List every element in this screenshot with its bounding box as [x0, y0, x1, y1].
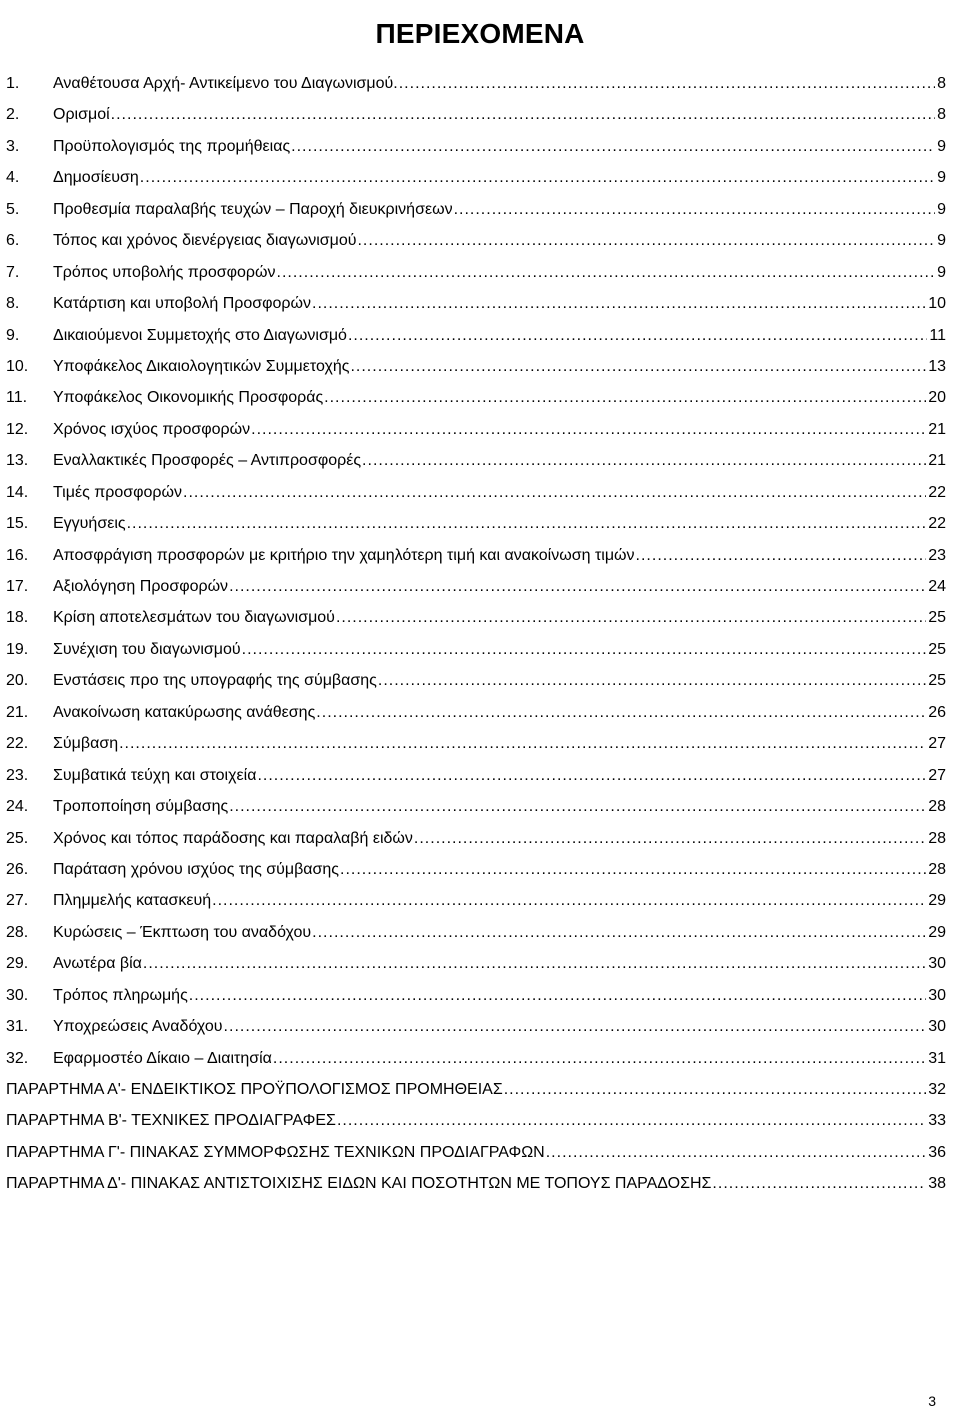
toc-entry-page: 27 — [928, 766, 946, 784]
toc-entry[interactable] — [6, 229, 946, 260]
toc-entry-page: 28 — [928, 829, 946, 847]
dot-leader — [183, 481, 926, 505]
toc-entry-number: 22. — [6, 735, 29, 753]
toc-entry-title: Εφαρμοστέο Δίκαιο – Διαιτησία — [53, 1049, 272, 1067]
toc-entry-page: 8 — [937, 75, 946, 92]
toc-entry-title: Κατάρτιση και υποβολή Προσφορών — [53, 295, 311, 313]
dot-leader — [119, 732, 926, 756]
toc-entry[interactable] — [6, 449, 946, 480]
toc-entry[interactable] — [6, 575, 946, 606]
toc-entry[interactable] — [6, 1047, 946, 1078]
toc-entry-number: 11. — [6, 389, 28, 407]
toc-entry-title: Υποφάκελος Δικαιολογητικών Συμμετοχής — [53, 357, 350, 375]
toc-entry-number: 3. — [6, 137, 20, 155]
toc-entry-number: 17. — [6, 578, 29, 595]
toc-entry[interactable] — [6, 764, 946, 795]
toc-entry-page: 27 — [928, 735, 946, 753]
toc-entry-page: 13 — [928, 357, 946, 375]
toc-entry[interactable] — [6, 544, 946, 575]
toc-entry-number: 6. — [6, 232, 20, 250]
toc-entry-title: Αποσφράγιση προσφορών με κριτήριο την χαμηλότερη τιμή και ανακοίνωση τιμών — [53, 546, 635, 564]
toc-entry-page: 21 — [928, 452, 946, 470]
toc-entry-page: 30 — [928, 1018, 946, 1036]
dot-leader — [242, 638, 927, 662]
toc-entry-title: Χρόνος ισχύος προσφορών — [53, 420, 251, 438]
toc-entry-page: 9 — [937, 200, 946, 218]
toc-entry-number: 23. — [6, 766, 29, 784]
toc-entry[interactable] — [6, 732, 946, 763]
toc-entry[interactable] — [6, 261, 946, 292]
toc-entry-title: Τρόπος πληρωμής — [53, 986, 188, 1004]
dot-leader — [399, 72, 935, 96]
toc-entry-number: 7. — [6, 263, 20, 281]
dot-leader — [357, 229, 935, 253]
toc-entry[interactable] — [6, 827, 946, 858]
toc-appendix-title: ΠΑΡΑΡΤΗΜΑ Β'- ΤΕΧΝΙΚΕΣ ΠΡΟΔΙΑΓΡΑΦΕΣ — [6, 1112, 336, 1130]
toc-entry-page: 38 — [928, 1175, 946, 1193]
toc-entry-number: 21. — [6, 703, 29, 721]
toc-entry-number: 24. — [6, 798, 29, 816]
toc-entry-page: 20 — [928, 389, 946, 407]
page-number: 3 — [928, 1393, 936, 1409]
toc-entry-page: 10 — [928, 295, 946, 313]
toc-entry-title: Κρίση αποτελεσμάτων του διαγωνισμού — [53, 609, 335, 627]
dot-leader — [277, 261, 936, 285]
toc-entry-page: 21 — [928, 420, 946, 438]
toc-entry[interactable] — [6, 103, 946, 134]
dot-leader — [340, 858, 926, 882]
dot-leader — [504, 1078, 926, 1102]
toc-entry-number: 9. — [6, 326, 20, 344]
dot-leader — [127, 512, 927, 536]
table-of-contents — [6, 72, 946, 1204]
toc-entry[interactable] — [6, 386, 946, 417]
dot-leader — [224, 1015, 927, 1039]
toc-entry-title: Τροποποίηση σύμβασης — [53, 798, 229, 816]
toc-appendix-title: ΠΑΡΑΡΤΗΜΑ Γ'- ΠΙΝΑΚΑΣ ΣΥΜΜΟΡΦΩΣΗΣ ΤΕΧΝΙΚΩΝ ΠΡΟΔΙΑΓΡΑΦΩΝ — [6, 1143, 545, 1161]
dot-leader — [111, 103, 935, 127]
dot-leader — [378, 669, 926, 693]
toc-entry-page: 36 — [928, 1143, 946, 1161]
dot-leader — [336, 606, 926, 630]
toc-entry[interactable] — [6, 858, 946, 889]
toc-entry[interactable] — [6, 921, 946, 952]
dot-leader — [712, 1172, 926, 1196]
toc-entry[interactable] — [6, 889, 946, 920]
toc-entry-number: 14. — [6, 483, 29, 501]
dot-leader — [546, 1141, 926, 1165]
toc-entry-number: 13. — [6, 452, 29, 470]
toc-entry[interactable] — [6, 1015, 946, 1046]
dot-leader — [337, 1109, 926, 1133]
toc-entry-title: Τιμές προσφορών — [53, 483, 183, 501]
toc-entry-page: 29 — [928, 923, 946, 941]
dot-leader — [324, 386, 926, 410]
toc-entry-page: 25 — [928, 672, 946, 690]
toc-entry-title: Χρόνος και τόπος παράδοσης και παραλαβή ειδών — [53, 829, 413, 847]
page-title: ΠΕΡΙΕΧΟΜΕΝΑ — [375, 17, 585, 49]
toc-entry[interactable] — [6, 355, 946, 386]
toc-entry-number: 4. — [6, 169, 20, 187]
toc-entry-title: Δικαιούμενοι Συμμετοχής στο Διαγωνισμό — [53, 326, 347, 344]
toc-entry[interactable] — [6, 795, 946, 826]
toc-entry-page: 9 — [937, 232, 946, 250]
toc-entry-page: 31 — [928, 1049, 946, 1067]
toc-entry[interactable] — [6, 166, 946, 197]
dot-leader — [312, 921, 926, 945]
toc-entry-title: Σύμβαση — [53, 735, 119, 753]
toc-entry[interactable] — [6, 324, 946, 355]
toc-entry-title: Ενστάσεις προ της υπογραφής της σύμβασης — [53, 672, 377, 690]
toc-entry[interactable] — [6, 701, 946, 732]
toc-entry-page: 9 — [937, 169, 946, 187]
toc-entry-number: 25. — [6, 829, 29, 847]
toc-entry-title: Προϋπολογισμός της προμήθειας — [53, 137, 291, 155]
toc-entry-page: 11 — [929, 326, 946, 344]
toc-entry-page: 23 — [928, 546, 946, 564]
toc-entry-page: 26 — [928, 703, 946, 721]
toc-entry-page: 8 — [937, 106, 946, 124]
toc-entry-title: Ανωτέρα βία — [53, 955, 142, 973]
dot-leader — [143, 952, 926, 976]
toc-entry-title: Υποχρεώσεις Αναδόχου — [53, 1018, 223, 1036]
toc-entry-page: 29 — [928, 892, 946, 910]
dot-leader — [229, 575, 926, 599]
toc-entry-number: 8. — [6, 295, 20, 313]
toc-entry-number: 12. — [6, 420, 29, 438]
toc-entry-number: 19. — [6, 640, 29, 658]
toc-appendix-entry[interactable] — [6, 1078, 946, 1109]
dot-leader — [251, 418, 926, 442]
toc-entry[interactable] — [6, 418, 946, 449]
toc-entry[interactable] — [6, 135, 946, 166]
toc-entry[interactable] — [6, 638, 946, 669]
toc-entry-title: Τόπος και χρόνος διενέργειας διαγωνισμού — [53, 232, 357, 250]
toc-entry-title: Κυρώσεις – Έκπτωση του αναδόχου — [53, 923, 312, 941]
toc-entry-number: 29. — [6, 955, 29, 973]
toc-entry-number: 27. — [6, 892, 29, 910]
toc-entry-title: Παράταση χρόνου ισχύος της σύμβασης — [53, 860, 339, 878]
dot-leader — [636, 544, 927, 568]
toc-entry-title: Προθεσμία παραλαβής τευχών – Παροχή διευκρινήσεων — [53, 200, 453, 218]
toc-entry-title: Πλημμελής κατασκευή — [53, 892, 212, 910]
dot-leader — [316, 701, 926, 725]
toc-entry-page: 9 — [937, 137, 946, 155]
toc-entry-title: Τρόπος υποβολής προσφορών — [53, 263, 276, 281]
toc-appendix-title: ΠΑΡΑΡΤΗΜΑ Α'- ΕΝΔΕΙΚΤΙΚΟΣ ΠΡΟΫΠΟΛΟΓΙΣΜΟΣ ΠΡΟΜΗΘΕΙΑΣ — [6, 1081, 503, 1098]
toc-entry[interactable] — [6, 481, 946, 512]
toc-entry[interactable] — [6, 606, 946, 637]
toc-entry-title: Αξιολόγηση Προσφορών — [53, 578, 229, 595]
toc-entry[interactable] — [6, 669, 946, 700]
toc-entry[interactable] — [6, 512, 946, 543]
toc-entry-number: 10. — [6, 357, 29, 375]
toc-entry-page: 33 — [928, 1112, 946, 1130]
toc-entry-number: 28. — [6, 923, 29, 941]
toc-entry-page: 22 — [928, 483, 946, 501]
dot-leader — [273, 1047, 926, 1071]
dot-leader — [414, 827, 926, 851]
toc-entry-number: 5. — [6, 200, 20, 218]
toc-entry[interactable] — [6, 72, 946, 103]
dot-leader — [140, 166, 935, 190]
dot-leader — [291, 135, 935, 159]
toc-entry-page: 24 — [928, 578, 946, 595]
toc-entry-page: 30 — [928, 955, 946, 973]
toc-entry-number: 30. — [6, 986, 29, 1004]
dot-leader — [454, 198, 936, 222]
toc-entry-title: Αναθέτουσα Αρχή- Αντικείμενο του Διαγωνισμού. — [53, 75, 398, 92]
toc-entry-page: 25 — [928, 640, 946, 658]
toc-entry-title: Ορισμοί — [53, 106, 110, 124]
toc-entry-title: Εναλλακτικές Προσφορές – Αντιπροσφορές — [53, 452, 362, 470]
dot-leader — [212, 889, 926, 913]
toc-entry-page: 22 — [928, 515, 946, 533]
toc-entry-page: 25 — [928, 609, 946, 627]
toc-entry-title: Δημοσίευση — [53, 169, 139, 187]
toc-entry-page: 28 — [928, 798, 946, 816]
toc-entry-page: 28 — [928, 860, 946, 878]
dot-leader — [257, 764, 926, 788]
toc-appendix-entry[interactable] — [6, 1109, 946, 1140]
toc-entry-title: Υποφάκελος Οικονομικής Προσφοράς — [53, 389, 324, 407]
toc-entry-number: 16. — [6, 546, 29, 564]
toc-entry-number: 18. — [6, 609, 29, 627]
toc-entry[interactable] — [6, 292, 946, 323]
dot-leader — [348, 324, 927, 348]
toc-appendix-title: ΠΑΡΑΡΤΗΜΑ Δ'- ΠΙΝΑΚΑΣ ΑΝΤΙΣΤΟΙΧΙΣΗΣ ΕΙΔΩΝ ΚΑΙ ΠΟΣΟΤΗΤΩΝ ΜΕ ΤΟΠΟΥΣ ΠΑΡΑΔΟΣΗΣ — [6, 1175, 712, 1193]
toc-entry-page: 9 — [937, 263, 946, 281]
dot-leader — [312, 292, 926, 316]
toc-appendix-entry[interactable] — [6, 1141, 946, 1172]
toc-entry-page: 30 — [928, 986, 946, 1004]
toc-entry-title: Συμβατικά τεύχη και στοιχεία — [53, 766, 257, 784]
toc-entry-title: Εγγυήσεις — [53, 515, 126, 533]
toc-appendix-entry[interactable] — [6, 1172, 946, 1203]
toc-entry-number: 1. — [6, 75, 20, 92]
toc-entry[interactable] — [6, 952, 946, 983]
toc-entry-number: 20. — [6, 672, 29, 690]
dot-leader — [229, 795, 926, 819]
toc-entry-title: Ανακοίνωση κατακύρωσης ανάθεσης — [53, 703, 316, 721]
dot-leader — [350, 355, 926, 379]
toc-entry-number: 31. — [6, 1018, 29, 1036]
toc-entry-page: 32 — [928, 1081, 946, 1098]
toc-entry[interactable] — [6, 984, 946, 1015]
toc-entry-number: 26. — [6, 860, 29, 878]
toc-entry-title: Συνέχιση του διαγωνισμού — [53, 640, 241, 658]
toc-entry[interactable] — [6, 198, 946, 229]
dot-leader — [189, 984, 926, 1008]
toc-entry-number: 15. — [6, 515, 29, 533]
dot-leader — [362, 449, 926, 473]
toc-entry-number: 32. — [6, 1049, 29, 1067]
toc-entry-number: 2. — [6, 106, 20, 124]
